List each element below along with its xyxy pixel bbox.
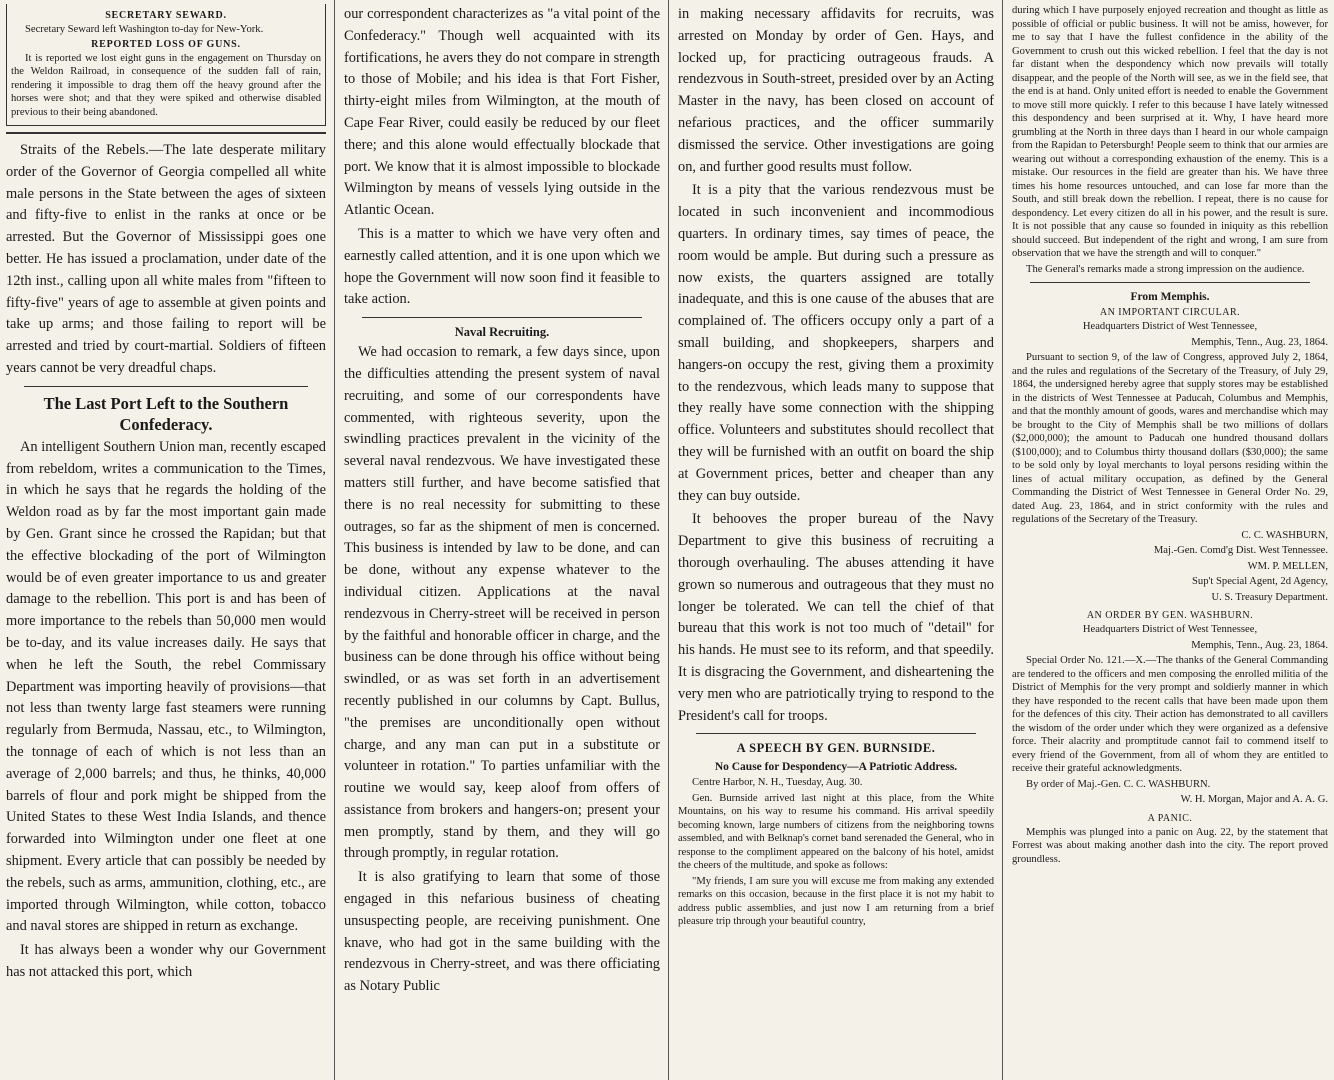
column-rule xyxy=(334,0,335,1080)
impression-paragraph: The General's remarks made a strong impression on the audience. xyxy=(1026,263,1305,275)
guns-text: It is reported we lost eight guns in the engagement on Thursday on the Weldon Railroad, in consequence of the sudden fall of rain, rendering it impossible to drag them off the heavy ground after the horses were shot; and that they were spiked and otherwise disabled previous to their being abandoned. xyxy=(11,52,321,118)
burnside-heading: A SPEECH BY GEN. BURNSIDE. xyxy=(736,741,936,756)
headquarters-date: Memphis, Tenn., Aug. 23, 1864. xyxy=(1191,336,1328,348)
circular-text: Pursuant to section 9, of the law of Congress, approved July 2, 1864, and the rules and regulations of the Secretary of the Treasury, of July 29, 1864, the undersigned hereby agree that supply stores may be established in the districts of West Tennessee at Paducah, Columbus and Memphis, and that the monthly amount of goods, wares and merchandise which may be brought to the City of Memphis shall be two millions of dollars ($2,000,000); the amount to Paducah one hundred thousand dollars ($100,000); and to Columbus thirty thousand dollars ($30,000); the same to be sold only by loyal merchants to loyal persons residing within the lines of actual military occupation, as defined by the General Commanding the District of West Tennessee in General Order No. 29, dated Aug. 23, 1864, and in strict conformity with the rules and regulations of the Secretary of the Treasury. xyxy=(1012,352,1328,525)
dispatch-box xyxy=(6,4,326,126)
burnside-subheading: No Cause for Despondency—A Patriotic Address. xyxy=(714,761,958,774)
divider xyxy=(362,317,642,318)
signature-name: C. C. WASHBURN, xyxy=(1241,529,1328,541)
seward-heading: SECRETARY SEWARD. xyxy=(105,10,227,21)
order-heading: AN ORDER BY GEN. WASHBURN. xyxy=(1086,610,1254,621)
headquarters-line: Headquarters District of West Tennessee, xyxy=(1082,321,1258,332)
signature-title: U. S. Treasury Department. xyxy=(1211,591,1328,603)
column-rule xyxy=(1002,0,1003,1080)
naval-recruiting-paragraph: We had occasion to remark, a few days since, upon the difficulties attending the present system of naval recruiting, and some of our correspondents have commented, with righteous severity, upon the swindling practices prevalent in the vicinity of the several naval rendezvous. We have investigated these matters still further, and have become satisfied that there is no real necessity for submitting to these outrages, so far as the shipment of men is concerned. This business is intended by law to be done, and can be done, without any expense whatever to the individual citizen. Applications at the naval rendezvous in Cherry-street will be received in person by the faithful and honorable officer in charge, and the business can be done through his office without being swindled, or as was set forth in an advertisement recently published in our columns by Capt. Bullus, "the premises are unconditionally open without charge, and any man can put in a substitute or volunteer in rotation." To parties unfamiliar with the routine we would say, keep aloof from offers of assistance from brokers and hangers-on; present your men promptly, stand by them, and they will go through promptly, in regular rotation. xyxy=(344,344,660,862)
last-port-continued: our correspondent characterizes as "a vital point of the Confederacy." Though well acquainted with its fortifications, he avers they do not compare in strength to those of Mobile; and his idea is that Fort Fisher, thirty-eight miles from Wilmington, at the mouth of Cape Fear River, could easily be reduced by our fleet there; and this alone would effectually blockade that port. We know that it is almost impossible to blockade Wilmington by means of vessels lying outside in the Atlantic Ocean. xyxy=(344,6,660,219)
seward-text: Secretary Seward left Washington to-day for New-York. xyxy=(25,24,264,35)
headquarters-line: Headquarters District of West Tennessee, xyxy=(1082,624,1258,635)
last-port-paragraph-2: It has always been a wonder why our Government has not attacked this port, which xyxy=(6,942,326,980)
naval-recruiting-paragraph-2: It is also gratifying to learn that some of those engaged in this nefarious business of cheating unsuspecting people, are receiving punishment. One knave, who had got in the same building with the rendezvous in Cherry-street, and was there officiating as Notary Public xyxy=(344,869,660,995)
signature-name: WM. P. MELLEN, xyxy=(1247,560,1328,572)
by-order-line: By order of Maj.-Gen. C. C. WASHBURN. xyxy=(1026,778,1211,790)
divider xyxy=(6,132,326,134)
burnside-paragraph: Gen. Burnside arrived last night at this place, from the White Mountains, on his way to resume his command. His arrival speedily becoming known, large numbers of citizens from the neighboring towns assembled, and with Belknap's cornet band serenaded the General, who in response to the compliment appeared on the balcony of his hotel, amidst the cheers of the multitude, and spoke as follows: xyxy=(678,792,994,872)
memphis-heading: From Memphis. xyxy=(1130,291,1210,303)
burnside-quote: "My friends, I am sure you will excuse me from making any extended remarks on this occasion, because in the first place it is not my habit to address public assemblies, and just now I am returning from a brief pleasure trip through your beautiful country, xyxy=(678,875,994,928)
headquarters-date: Memphis, Tenn., Aug. 23, 1864. xyxy=(1191,639,1328,651)
matter-paragraph: This is a matter to which we have very often and earnestly called attention, and it is one upon which we hope the Government will now soon find it feasible to take action. xyxy=(344,225,660,308)
burnside-continued: during which I have purposely enjoyed recreation and thought as little as possible of official or public business. It will not be amiss, however, for me to say that I have the fullest confidence in the ability of the Government to crush out this wicked rebellion. I feel that the day is not far distant when the despondency which now prevails will totally disappear, and the people of the North will see, as we in the field see, that the end is at hand. Only united effort is needed to enable the Government to move still more quickly. I refer to this because I have lately witnessed this despondency and been surprised at it. Why, I have heard more grumbling at the North in three days than I heard in our whole campaign from the Rapidan to Petersburgh! People seem to think that our armies are wearing out without a corresponding exhaustion of the enemy. This is a mistake. Our resources in the field are greater than his. We have three times his home resources untouched, and can lose far more than the South, and still break down the rebellion. I repeat, there is no cause for despondency. Let every citizen do all in his power, and the result is sure. It is not possible that any cause so founded in iniquity as this rebellion should succeed. But independent of the right and wrong, I am sure from observation that we have the strength and will to conquer." xyxy=(1012,5,1328,259)
naval-continued: in making necessary affidavits for recruits, was arrested on Monday by order of Gen. Hays, and locked up, for practicing outrageous frauds. A rendezvous in South-street, presided over by an Acting Master in the navy, has been closed on account of nefarious practices, and the officer summarily dismissed the service. Other investigations are going on, and further good results must follow. xyxy=(678,6,994,175)
signature-name: W. H. Morgan, Major and A. A. G. xyxy=(1180,794,1328,805)
last-port-heading: The Last Port Left to the Southern Confederacy. xyxy=(43,393,289,434)
signature-title: Sup't Special Agent, 2d Agency, xyxy=(1192,576,1328,587)
divider xyxy=(696,733,976,734)
divider xyxy=(24,386,308,387)
order-text: Special Order No. 121.—X.—The thanks of the General Commanding are tendered to the officers and men composing the enrolled militia of the District of Memphis for the very prompt and soldierly manner in which they have responded to the recent calls that have been made upon them for the defences of this city. Their action has demonstrated to all cavillers the wisdom of the order under which they were organized as a defensive force. Their alacrity and promptitude cannot fail to commend itself to every friend of the Government, from all of whom they are entitled to receive their grateful acknowledgments. xyxy=(1012,655,1328,774)
column-rule xyxy=(668,0,669,1080)
burnside-dateline: Centre Harbor, N. H., Tuesday, Aug. 30. xyxy=(692,777,863,789)
column-1 xyxy=(2,4,332,1080)
circular-heading: AN IMPORTANT CIRCULAR. xyxy=(1099,307,1241,318)
pity-paragraph: It is a pity that the various rendezvous must be located in such inconvenient and incommodious quarters. In ordinary times, say times of peace, the room would be ample. But during such a pressure as now exists, the quarters assigned are totally inadequate, and this is one cause of the abuses that are complained of. The officers occupy only a part of a small building, and shopkeepers, sharpers and hangers-on occupy the rest, giving them a proximity to the rendezvous, which leads many to suppose that they really have some connection with the shipping office. Volunteers and substitutes should recollect that they will be furnished with an outfit on board the ship at Government prices, better and cheaper than any they can buy outside. xyxy=(678,182,994,504)
signature-title: Maj.-Gen. Comd'g Dist. West Tennessee. xyxy=(1153,545,1328,556)
column-4 xyxy=(1006,4,1332,1080)
column-2 xyxy=(338,4,666,1080)
last-port-paragraph: An intelligent Southern Union man, recently escaped from rebeldom, writes a communication to the Times, in which he says that he regards the holding of the Weldon road as by far the most important gain made by Gen. Grant since he crossed the Rapidan; but that the effective blockading of the port of Wilmington would be of even greater importance to us and greater damage to the rebellion. This port is and has been of more importance to the rebels than 50,000 men would be to-day, and its value increases daily. He says that when he left the South, the rebel Commissary Department was importing heavily of provisions—that not less than twenty large fast steamers were running regularly from Bermuda, Nassau, etc., to Wilmington, the tonnage of each of which is not less than an average of 2,000 barrels; and thus, he thinks, 40,000 barrels of flour and pork might be shipped from the United States to these West India Islands, and thence forwarded into Wilmington under one fleet at one shipment. Every article that can possibly be needed by the rebels, such as arms, ammunition, clothing, etc., are imported through Wilmington, while cotton, tobacco and naval stores are shipped in return as exchange. xyxy=(6,438,326,935)
naval-recruiting-heading: Naval Recruiting. xyxy=(454,325,550,340)
column-3 xyxy=(672,4,1000,1080)
straits-paragraph: Straits of the Rebels.—The late desperate military order of the Governor of Georgia compelled all white male persons in the State between the ages of sixteen and fifty-five to enlist in the ranks at once or be arrested. But the Governor of Mississippi goes one better. He has issued a proclamation, under date of the 12th inst., calling upon all white males from "fifteen to fifty-five" years of age to assemble at given points and take up arms; and those failing to report will be arrested and tried by court-martial. Soldiers of fifteen years cannot be very dreadful chaps. xyxy=(6,142,326,376)
divider xyxy=(1030,282,1310,283)
behooves-paragraph: It behooves the proper bureau of the Navy Department to give this business of recruiting a thorough overhauling. The abuses attending it have grown so numerous and outrageous that they must no longer be tolerated. We can tell the chief of that bureau that this work is not too much of "detail" for his hands. He must see to its reform, and that speedily. It is disgracing the Government, and disheartening the very men who are patriotically trying to respond to the President's call for troops. xyxy=(678,511,994,724)
panic-text: Memphis was plunged into a panic on Aug. 22, by the statement that Forrest was about making another dash into the city. The report proved groundless. xyxy=(1012,826,1328,865)
guns-heading: REPORTED LOSS OF GUNS. xyxy=(91,38,241,50)
panic-heading: A PANIC. xyxy=(1147,812,1193,824)
